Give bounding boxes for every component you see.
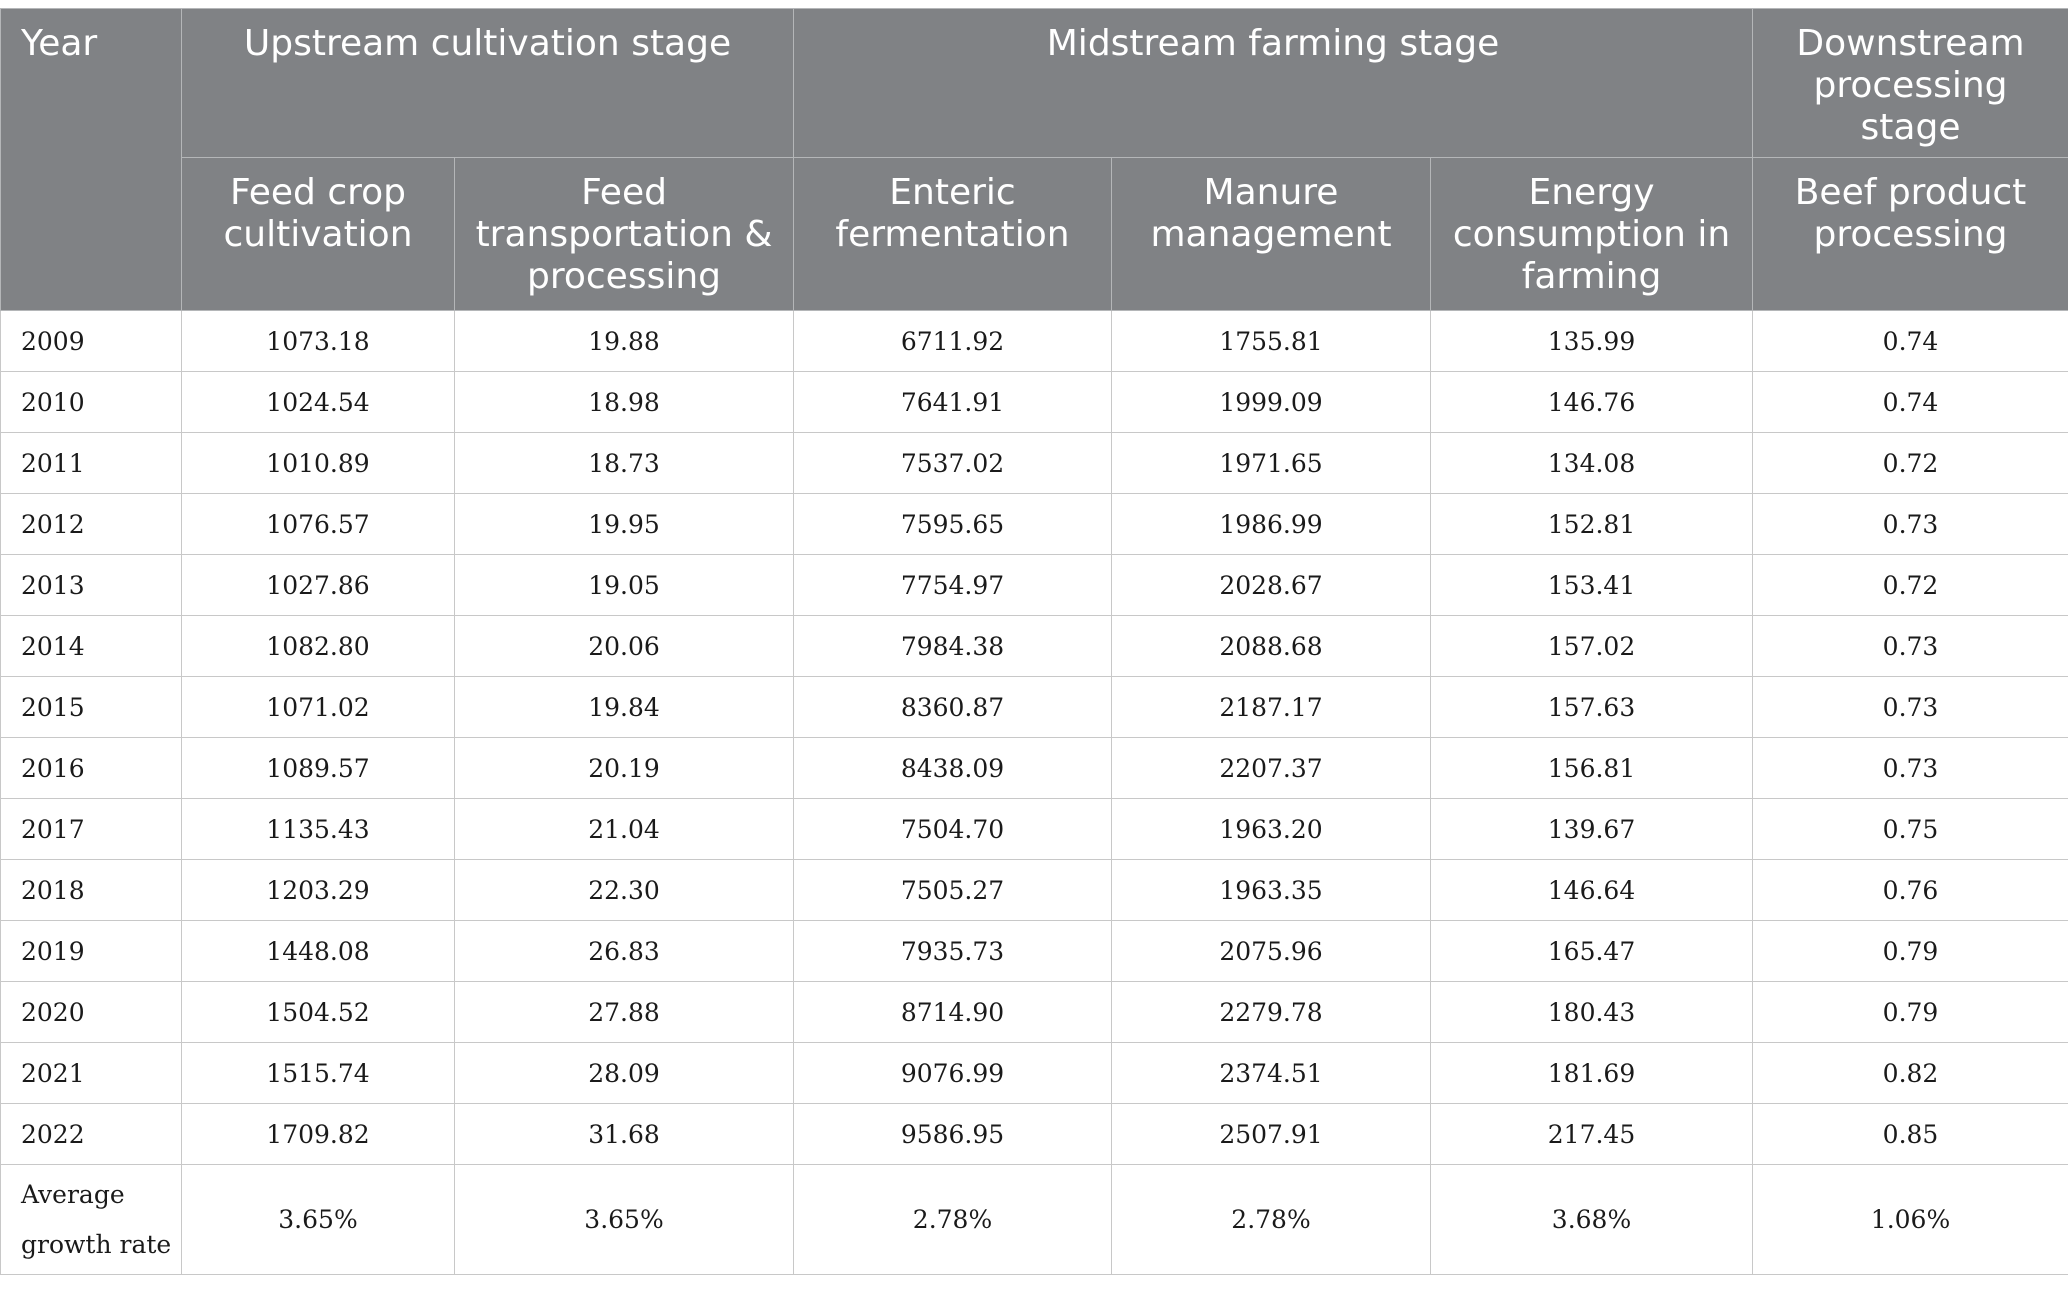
value-cell: 1986.99 [1112, 494, 1431, 555]
value-cell: 0.79 [1753, 982, 2068, 1043]
value-cell: 1135.43 [182, 799, 455, 860]
average-cell: 2.78% [794, 1165, 1112, 1275]
value-cell: 2088.68 [1112, 616, 1431, 677]
value-cell: 0.73 [1753, 738, 2068, 799]
value-cell: 2507.91 [1112, 1104, 1431, 1165]
value-cell: 0.72 [1753, 433, 2068, 494]
value-cell: 153.41 [1431, 555, 1753, 616]
value-cell: 0.82 [1753, 1043, 2068, 1104]
average-label [1, 1165, 182, 1275]
value-cell: 1999.09 [1112, 372, 1431, 433]
table-row [1, 494, 2068, 555]
value-cell: 1076.57 [182, 494, 455, 555]
year-cell: 2016 [1, 738, 182, 799]
year-cell: 2014 [1, 616, 182, 677]
table-row [1, 433, 2068, 494]
column-header: Energy consumption in farming [1431, 158, 1753, 311]
year-cell: 2012 [1, 494, 182, 555]
emissions-table [0, 8, 2068, 1275]
value-cell: 181.69 [1431, 1043, 1753, 1104]
value-cell: 7595.65 [794, 494, 1112, 555]
column-header: Beef product processing [1753, 158, 2068, 311]
value-cell: 7505.27 [794, 860, 1112, 921]
column-header: Feed crop cultivation [182, 158, 455, 311]
year-cell: 2010 [1, 372, 182, 433]
value-cell: 1024.54 [182, 372, 455, 433]
value-cell: 6711.92 [794, 311, 1112, 372]
value-cell: 1504.52 [182, 982, 455, 1043]
value-cell: 2187.17 [1112, 677, 1431, 738]
value-cell: 152.81 [1431, 494, 1753, 555]
year-cell: 2022 [1, 1104, 182, 1165]
value-cell: 165.47 [1431, 921, 1753, 982]
value-cell: 1203.29 [182, 860, 455, 921]
value-cell: 0.74 [1753, 372, 2068, 433]
value-cell: 7984.38 [794, 616, 1112, 677]
average-label-line1: Average [21, 1179, 125, 1209]
value-cell: 156.81 [1431, 738, 1753, 799]
value-cell: 18.98 [455, 372, 794, 433]
table-row [1, 1104, 2068, 1165]
value-cell: 1073.18 [182, 311, 455, 372]
value-cell: 180.43 [1431, 982, 1753, 1043]
value-cell: 0.75 [1753, 799, 2068, 860]
average-growth-row [1, 1165, 2068, 1275]
value-cell: 21.04 [455, 799, 794, 860]
value-cell: 1963.20 [1112, 799, 1431, 860]
downstream-group-header: Downstream processing stage [1753, 9, 2068, 158]
value-cell: 0.73 [1753, 677, 2068, 738]
value-cell: 7504.70 [794, 799, 1112, 860]
emissions-table-container [0, 8, 2068, 1275]
average-cell: 1.06% [1753, 1165, 2068, 1275]
value-cell: 0.85 [1753, 1104, 2068, 1165]
value-cell: 8714.90 [794, 982, 1112, 1043]
value-cell: 19.05 [455, 555, 794, 616]
value-cell: 31.68 [455, 1104, 794, 1165]
value-cell: 1089.57 [182, 738, 455, 799]
value-cell: 7754.97 [794, 555, 1112, 616]
value-cell: 22.30 [455, 860, 794, 921]
average-cell: 3.65% [182, 1165, 455, 1275]
value-cell: 26.83 [455, 921, 794, 982]
average-cell: 3.65% [455, 1165, 794, 1275]
value-cell: 7537.02 [794, 433, 1112, 494]
year-cell: 2020 [1, 982, 182, 1043]
value-cell: 135.99 [1431, 311, 1753, 372]
value-cell: 146.76 [1431, 372, 1753, 433]
value-cell: 20.06 [455, 616, 794, 677]
year-cell: 2018 [1, 860, 182, 921]
value-cell: 1010.89 [182, 433, 455, 494]
value-cell: 0.74 [1753, 311, 2068, 372]
value-cell: 1071.02 [182, 677, 455, 738]
value-cell: 0.73 [1753, 616, 2068, 677]
value-cell: 134.08 [1431, 433, 1753, 494]
table-row [1, 1043, 2068, 1104]
midstream-group-header: Midstream farming stage [794, 9, 1753, 158]
value-cell: 157.63 [1431, 677, 1753, 738]
value-cell: 1515.74 [182, 1043, 455, 1104]
year-cell: 2009 [1, 311, 182, 372]
value-cell: 27.88 [455, 982, 794, 1043]
upstream-group-header: Upstream cultivation stage [182, 9, 794, 158]
value-cell: 7935.73 [794, 921, 1112, 982]
table-body [1, 311, 2068, 1275]
value-cell: 0.76 [1753, 860, 2068, 921]
table-row [1, 677, 2068, 738]
value-cell: 9586.95 [794, 1104, 1112, 1165]
table-row [1, 616, 2068, 677]
year-cell: 2021 [1, 1043, 182, 1104]
value-cell: 2279.78 [1112, 982, 1431, 1043]
value-cell: 2028.67 [1112, 555, 1431, 616]
table-row [1, 860, 2068, 921]
value-cell: 2374.51 [1112, 1043, 1431, 1104]
value-cell: 9076.99 [794, 1043, 1112, 1104]
value-cell: 19.88 [455, 311, 794, 372]
average-cell: 2.78% [1112, 1165, 1431, 1275]
value-cell: 1971.65 [1112, 433, 1431, 494]
value-cell: 1448.08 [182, 921, 455, 982]
column-header: Manure management [1112, 158, 1431, 311]
value-cell: 146.64 [1431, 860, 1753, 921]
column-header: Feed transportation & processing [455, 158, 794, 311]
column-header: Enteric fermentation [794, 158, 1112, 311]
value-cell: 19.95 [455, 494, 794, 555]
value-cell: 7641.91 [794, 372, 1112, 433]
value-cell: 1082.80 [182, 616, 455, 677]
year-cell: 2017 [1, 799, 182, 860]
value-cell: 1709.82 [182, 1104, 455, 1165]
value-cell: 8438.09 [794, 738, 1112, 799]
table-row [1, 921, 2068, 982]
value-cell: 0.72 [1753, 555, 2068, 616]
average-cell: 3.68% [1431, 1165, 1753, 1275]
value-cell: 18.73 [455, 433, 794, 494]
year-cell: 2015 [1, 677, 182, 738]
value-cell: 217.45 [1431, 1104, 1753, 1165]
value-cell: 2207.37 [1112, 738, 1431, 799]
year-cell: 2013 [1, 555, 182, 616]
table-row [1, 982, 2068, 1043]
value-cell: 0.79 [1753, 921, 2068, 982]
value-cell: 1963.35 [1112, 860, 1431, 921]
table-row [1, 311, 2068, 372]
year-cell: 2019 [1, 921, 182, 982]
year-header: Year [1, 9, 182, 311]
table-row [1, 555, 2068, 616]
value-cell: 157.02 [1431, 616, 1753, 677]
value-cell: 1755.81 [1112, 311, 1431, 372]
value-cell: 2075.96 [1112, 921, 1431, 982]
value-cell: 1027.86 [182, 555, 455, 616]
year-cell: 2011 [1, 433, 182, 494]
table-row [1, 799, 2068, 860]
value-cell: 8360.87 [794, 677, 1112, 738]
average-label-line2: growth rate [21, 1229, 172, 1259]
value-cell: 0.73 [1753, 494, 2068, 555]
table-header [1, 9, 2068, 311]
value-cell: 19.84 [455, 677, 794, 738]
value-cell: 28.09 [455, 1043, 794, 1104]
value-cell: 139.67 [1431, 799, 1753, 860]
value-cell: 20.19 [455, 738, 794, 799]
table-row [1, 372, 2068, 433]
table-row [1, 738, 2068, 799]
